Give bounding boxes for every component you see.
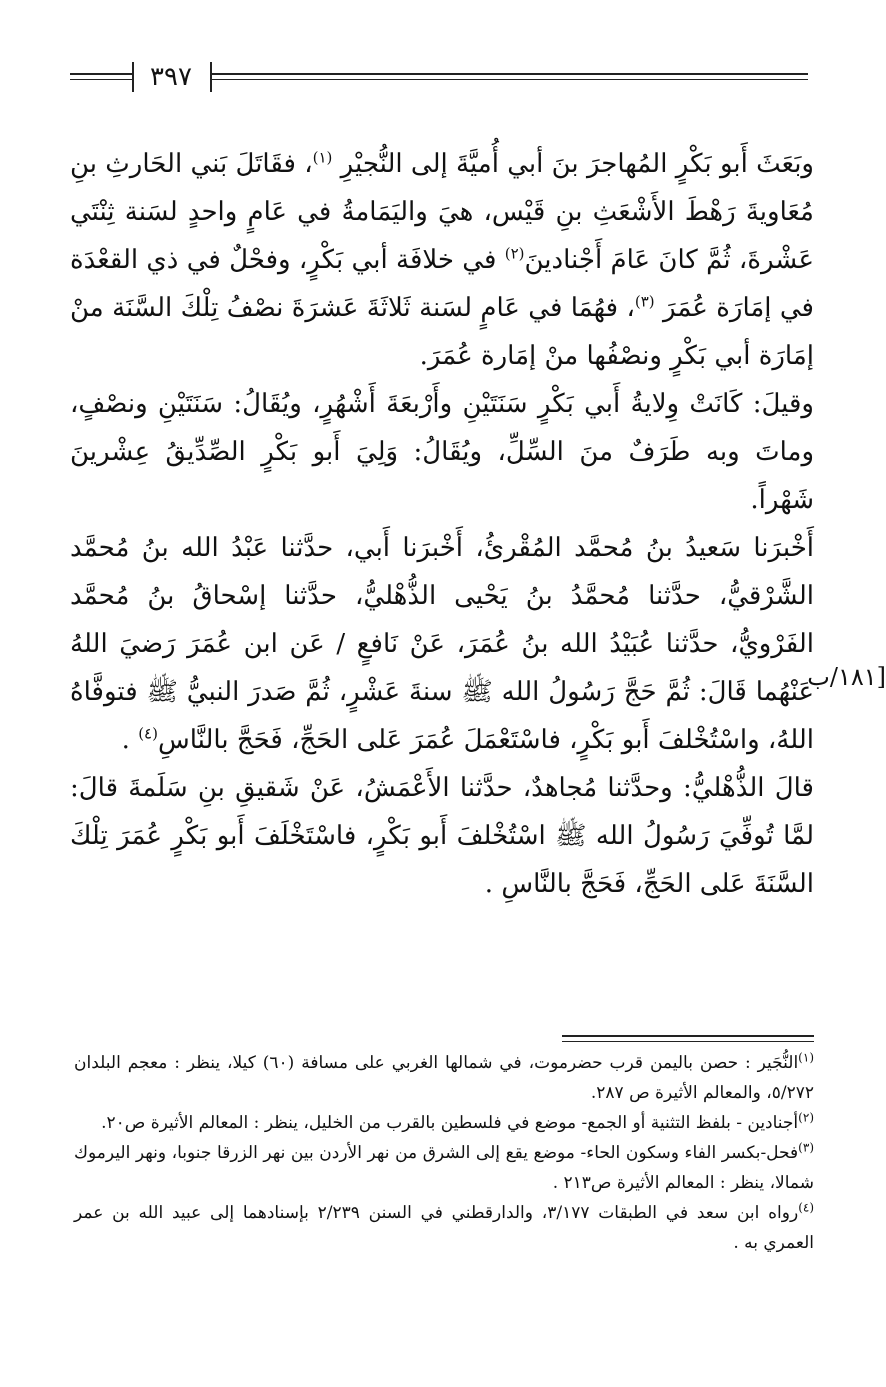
footnote-number: (١) (798, 1050, 814, 1065)
paragraph-text: . (121, 725, 139, 755)
footnote-number: (٣) (798, 1140, 814, 1155)
footnote-text: فحل-بكسر الفاء وسكون الحاء- موضع يقع إلى الشرق من نهر الأردن بين نهر الزرقا جنوبا، ونهر اليرموك شمالا، ينظر : المعالم الأثيرة ص٢١٣ . (74, 1143, 814, 1193)
footnote-reference: (١) (312, 148, 333, 167)
paragraph-text: ، فقَاتَلَ بَني الحَارثِ بنِ مُعَاويةَ رَهْطَ الأَشْعَثِ بنِ قَيْس، هيَ واليَمَامةُ في عَامٍ واحدٍ لسَنة ثِنْتَي عَشْرةَ، ثُمَّ كانَ عَامَ أَجْنادينَ (70, 149, 815, 275)
body-paragraph (70, 524, 814, 764)
footnote (74, 1138, 814, 1198)
footnote-separator (562, 1035, 814, 1042)
paragraph-text: أَخْبرَنا سَعيدُ بنُ مُحمَّد المُقْرئُ، أَخْبرَنا أَبي، حدَّثنا عَبْدُ الله بنُ مُحمَّد الشَّرْقيُّ، حدَّثنا مُحمَّدُ بنُ يَحْيى الذُّهْليُّ، حدَّثنا إسْحاقُ بنُ مُحمَّد الفَرْويُّ، حدَّثنا عُبَيْدُ الله بنُ عُمَرَ، عَنْ نَافعٍ / عَن ابن عُمَرَ رَضيَ اللهُ عَنْهُما قَالَ: ثُمَّ حَجَّ رَسُولُ الله ﷺ سنةَ عَشْرٍ، ثُمَّ صَدرَ النبيُّ ﷺ فتوفَّاهُ اللهُ، واسْتُخْلفَ أَبو بَكْرٍ، فاسْتَعْمَلَ عُمَرَ عَلى الحَجِّ، فَحَجَّ بالنَّاسِ (70, 533, 815, 755)
body-paragraph (70, 764, 814, 908)
footnote (74, 1198, 814, 1258)
paragraph-text: في خلافَة أبي بَكْرٍ، وفحْلٌ في ذي القعْدَة في إمَارَة عُمَرَ (70, 245, 814, 323)
body-paragraph (70, 140, 814, 380)
page-header (70, 60, 808, 96)
page-number: ٣٩٧ (150, 62, 192, 92)
footnote (74, 1048, 814, 1108)
footnote-reference: (٢) (504, 244, 525, 263)
header-separator (132, 62, 134, 92)
manuscript-folio-note: [١٨١/ب (807, 663, 886, 691)
footnote-text: أجنادين - بلفظ التثنية أو الجمع- موضع في فلسطين بالقرب من الخليل، ينظر : المعالم الأثيرة ص٢٠. (101, 1113, 799, 1133)
footnote-text: النُّجَير : حصن باليمن قرب حضرموت، في شمالها الغربي على مسافة (٦٠) كيلا، ينظر : معجم البلدان ٥/٢٧٢، والمعالم الأثيرة ص ٢٨٧. (74, 1053, 814, 1103)
footnote-reference: (٣) (634, 292, 655, 311)
header-rule-right (210, 73, 808, 80)
main-text (70, 140, 814, 908)
paragraph-text: ، فهُمَا في عَامٍ لسَنة ثَلاثَةَ عَشرَةَ نصْفُ تِلْكَ السَّنَة منْ إمَارَة أبي بَكْرٍ ونصْفُها منْ إمَارة عُمَرَ. (70, 293, 814, 371)
footnote (74, 1108, 814, 1138)
paragraph-text: وبَعَثَ أَبو بَكْرٍ المُهاجرَ بنَ أبي أُميَّةَ إلى النُّجيْرِ (332, 149, 814, 179)
footnotes (74, 1048, 814, 1258)
body-paragraph (70, 380, 814, 524)
header-separator (210, 62, 212, 92)
footnote-text: رواه ابن سعد في الطبقات ٣/١٧٧، والدارقطني في السنن ٢/٢٣٩ بإسنادهما إلى عبيد الله بن عمر العمري به . (74, 1203, 814, 1253)
paragraph-text: وقيلَ: كَانَتْ وِلايةُ أَبي بَكْرٍ سَنَتَيْنِ وأَرْبعَةَ أَشْهُرٍ، ويُقَالُ: سَنَتَيْنِ ونصْفٍ، وماتَ وبه طَرَفٌ منَ السِّلِّ، ويُقَالُ: وَلِيَ أَبو بَكْرٍ الصِّدِّيقُ عِشْرينَ شَهْراً. (70, 389, 814, 515)
footnote-number: (٤) (798, 1200, 815, 1215)
paragraph-text: قالَ الذُّهْليُّ: وحدَّثنا مُجاهدٌ، حدَّثنا الأَعْمَشُ، عَنْ شَقيقِ بنِ سَلَمةَ قالَ: لمَّا تُوفِّيَ رَسُولُ الله ﷺ اسْتُخْلفَ أَبو بَكْرٍ، فاسْتَخْلَفَ أَبو بَكْرٍ عُمَرَ تِلْكَ السَّنَةَ عَلى الحَجِّ، فَحَجَّ بالنَّاسِ . (70, 773, 814, 899)
header-rule-left (70, 73, 132, 80)
footnote-reference: (٤) (138, 724, 158, 743)
footnote-number: (٢) (798, 1110, 814, 1125)
